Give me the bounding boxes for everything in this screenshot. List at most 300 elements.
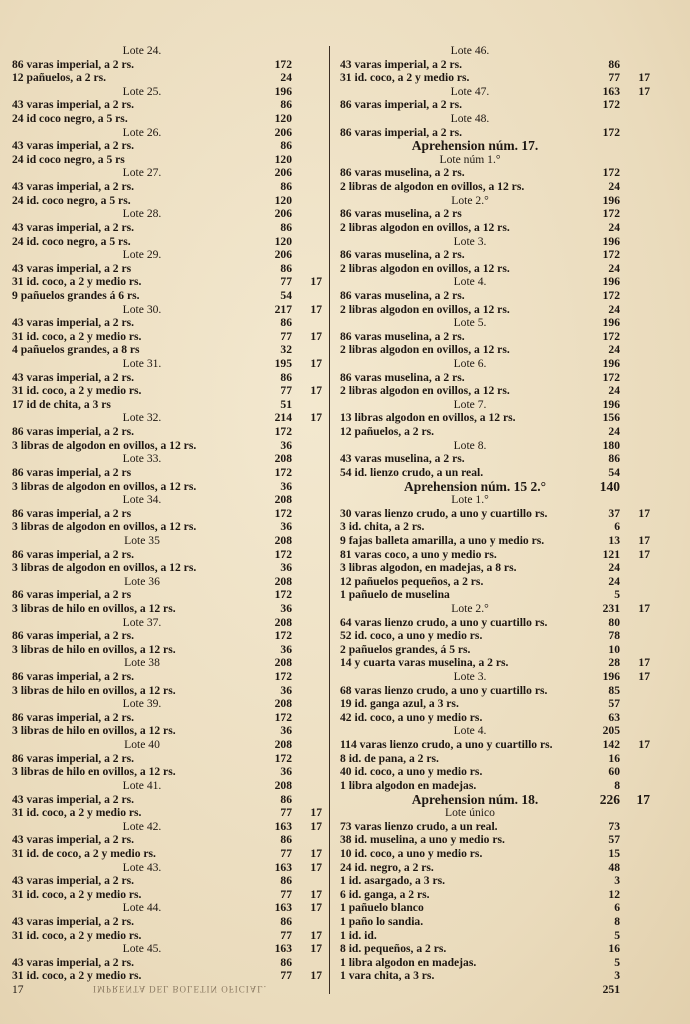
amount-reales: 57 (608, 697, 620, 711)
lote-header (12, 452, 322, 466)
entry-text: 1 libra algodon en madejas. (340, 778, 477, 792)
entry-text: 52 id. coco, a uno y medio rs. (340, 629, 483, 643)
ledger-item (340, 207, 650, 221)
amount-reales: 172 (602, 370, 620, 384)
entry-text: 9 fajas balleta amarilla, a uno y medio rs. (340, 533, 545, 547)
ledger-item (340, 520, 650, 534)
amount-reales: 206 (274, 207, 292, 221)
amount-reales: 196 (602, 234, 620, 248)
amount-reales: 195 (274, 357, 292, 371)
lote-header (12, 357, 322, 371)
amount-maravedis: 17 (12, 983, 24, 997)
entry-text: 86 varas imperial, a 2 rs. (340, 98, 463, 112)
amount-reales: 120 (274, 112, 292, 126)
lote-header (12, 126, 322, 140)
ledger-item (12, 221, 322, 235)
ledger-item (12, 425, 322, 439)
lote-header (12, 166, 322, 180)
ledger-item (12, 398, 322, 412)
entry-text: 3 libras de hilo en ovillos, a 12 rs. (12, 683, 176, 697)
lote-header (12, 207, 322, 221)
ledger-item (12, 98, 322, 112)
amount-maravedis: 17 (310, 887, 322, 901)
amount-reales: 77 (280, 384, 292, 398)
entry-text: 86 varas muselina, a 2 rs. (340, 166, 465, 180)
ledger-item (12, 507, 322, 521)
lote-header (12, 656, 322, 670)
lote-header (12, 697, 322, 711)
amount-reales: 5 (614, 928, 620, 942)
entry-text: 3 libras de hilo en ovillos, a 12 rs. (12, 724, 176, 738)
ledger-item (340, 711, 650, 725)
amount-maravedis: 17 (638, 533, 650, 547)
amount-reales: 86 (280, 220, 292, 234)
amount-reales: 36 (280, 642, 292, 656)
entry-text: 86 varas muselina, a 2 rs. (340, 288, 465, 302)
ledger-item (12, 793, 322, 807)
amount-reales: 86 (280, 874, 292, 888)
column-divider (329, 46, 330, 994)
amount-maravedis: 17 (310, 901, 322, 915)
entry-text: Lote 37. (122, 615, 162, 629)
entry-text: 2 pañuelos grandes, á 5 rs. (340, 642, 471, 656)
ledger-item (340, 452, 650, 466)
amount-reales: 86 (280, 98, 292, 112)
entry-text: 86 varas imperial, a 2 rs (12, 588, 132, 602)
entry-text: Lote 33. (122, 452, 162, 466)
entry-text: Lote núm 1.° (439, 152, 501, 166)
right-column (340, 44, 650, 997)
amount-maravedis: 17 (310, 384, 322, 398)
lote-header (340, 194, 650, 208)
ledger-item (12, 112, 322, 126)
ledger-item (340, 221, 650, 235)
amount-reales: 36 (280, 724, 292, 738)
entry-text: 9 pañuelos grandes á 6 rs. (12, 288, 140, 302)
amount-reales: 172 (274, 629, 292, 643)
ledger-item (12, 520, 322, 534)
amount-reales: 206 (274, 248, 292, 262)
amount-reales: 163 (602, 84, 620, 98)
lote-header (340, 85, 650, 99)
ledger-item (340, 915, 650, 929)
entry-text: 43 varas imperial, a 2 rs. (12, 874, 135, 888)
entry-text: Lote 31. (122, 357, 162, 371)
amount-reales: 172 (602, 207, 620, 221)
amount-reales: 217 (274, 302, 292, 316)
ledger-item (340, 561, 650, 575)
amount-reales: 172 (602, 166, 620, 180)
entry-text: 3 libras de hilo en ovillos, a 12 rs. (12, 601, 176, 615)
amount-reales: 208 (274, 697, 292, 711)
amount-reales: 163 (274, 901, 292, 915)
ledger-item (12, 466, 322, 480)
entry-text: Lote 34. (122, 493, 162, 507)
ledger-item (12, 602, 322, 616)
ledger-item (340, 289, 650, 303)
entry-text: Lote 38 (124, 656, 160, 670)
amount-reales: 172 (274, 710, 292, 724)
entry-text: Aprehension núm. 17. (411, 138, 539, 154)
entry-text: Lote 42. (122, 819, 162, 833)
entry-text: 86 varas imperial, a 2 rs. (12, 57, 135, 71)
amount-maravedis: 17 (638, 656, 650, 670)
entry-text: 31 id. coco, a 2 y medio rs. (12, 275, 142, 289)
entry-text: 1 id. id. (340, 928, 377, 942)
entry-text: 12 pañuelos, a 2 rs. (12, 71, 107, 85)
amount-reales: 57 (608, 833, 620, 847)
amount-reales: 73 (608, 819, 620, 833)
amount-reales: 120 (274, 234, 292, 248)
entry-text: 43 varas imperial, a 2 rs. (12, 792, 135, 806)
entry-text: 31 id. coco, a 2 y medio rs. (12, 969, 142, 983)
amount-reales: 196 (602, 670, 620, 684)
lote-header (12, 779, 322, 793)
ledger-item (340, 507, 650, 521)
amount-reales: 3 (614, 874, 620, 888)
entry-text: Lote 3. (453, 670, 487, 684)
ledger-item (340, 833, 650, 847)
entry-text: 4 pañuelos grandes, a 8 rs (12, 343, 140, 357)
entry-text: 86 varas imperial, a 2 rs. (12, 670, 135, 684)
amount-reales: 206 (274, 166, 292, 180)
entry-text: Lote 35 (124, 533, 160, 547)
entry-text: 31 id. coco, a 2 y medio rs. (340, 71, 470, 85)
lote-header (12, 901, 322, 915)
ledger-total (340, 983, 650, 997)
entry-text: 3 libras de algodon en ovillos, a 12 rs. (12, 438, 197, 452)
ledger-item (340, 98, 650, 112)
entry-text: Lote 6. (453, 357, 487, 371)
amount-reales: 48 (608, 860, 620, 874)
entry-text: 86 varas muselina, a 2 rs. (340, 248, 465, 262)
entry-text: 68 varas lienzo crudo, a uno y cuartillo rs. (340, 683, 548, 697)
amount-maravedis: 17 (310, 275, 322, 289)
amount-reales: 172 (274, 57, 292, 71)
ledger-item (340, 901, 650, 915)
entry-text: 86 varas imperial, a 2 rs (12, 506, 132, 520)
amount-reales: 24 (608, 574, 620, 588)
amount-maravedis: 17 (310, 846, 322, 860)
amount-reales: 205 (602, 724, 620, 738)
entry-text: 30 varas lienzo crudo, a uno y cuartillo rs. (340, 506, 548, 520)
amount-reales: 80 (608, 615, 620, 629)
amount-reales: 120 (274, 152, 292, 166)
ledger-item (12, 670, 322, 684)
entry-text: 43 varas imperial, a 2 rs. (12, 139, 135, 153)
amount-maravedis: 17 (310, 860, 322, 874)
amount-reales: 156 (602, 411, 620, 425)
lote-header (12, 861, 322, 875)
amount-reales: 172 (274, 588, 292, 602)
amount-reales: 208 (274, 615, 292, 629)
ledger-item (12, 153, 322, 167)
amount-reales: 172 (274, 547, 292, 561)
ledger-item (12, 956, 322, 970)
ledger-item (12, 316, 322, 330)
lote-header (12, 738, 322, 752)
amount-reales: 86 (280, 139, 292, 153)
entry-text: 42 id. coco, a uno y medio rs. (340, 710, 483, 724)
ledger-item (12, 289, 322, 303)
entry-text: 6 id. ganga, a 2 rs. (340, 887, 430, 901)
amount-reales: 16 (608, 942, 620, 956)
amount-reales: 54 (280, 288, 292, 302)
entry-text: Lote 25. (122, 84, 162, 98)
entry-text: 64 varas lienzo crudo, a uno y cuartillo rs. (340, 615, 548, 629)
amount-reales: 36 (280, 683, 292, 697)
entry-text: 43 varas imperial, a 2 rs. (12, 833, 135, 847)
amount-reales: 5 (614, 588, 620, 602)
lote-header (12, 616, 322, 630)
entry-text: Lote 46. (450, 44, 490, 57)
ledger-item (12, 711, 322, 725)
ledger-item (12, 765, 322, 779)
lote-header (340, 724, 650, 738)
amount-reales: 163 (274, 819, 292, 833)
amount-maravedis: 17 (636, 791, 650, 807)
lote-header (12, 575, 322, 589)
ledger-item (12, 139, 322, 153)
ledger-item (12, 330, 322, 344)
entry-text: 86 varas muselina, a 2 rs. (340, 329, 465, 343)
lote-header (340, 806, 650, 820)
amount-reales: 24 (608, 343, 620, 357)
entry-text: 24 id coco negro, a 5 rs. (12, 112, 128, 126)
amount-reales: 8 (614, 778, 620, 792)
entry-text: Lote 47. (450, 84, 490, 98)
lote-header (340, 275, 650, 289)
entry-text: 24 id coco negro, a 5 rs (12, 152, 125, 166)
amount-maravedis: 17 (310, 942, 322, 956)
entry-text: 24 id. negro, a 2 rs. (340, 860, 434, 874)
ledger-item (12, 588, 322, 602)
lote-header (12, 411, 322, 425)
ledger-item (340, 384, 650, 398)
entry-text: 1 libra algodon en madejas. (340, 955, 477, 969)
ledger-item (340, 588, 650, 602)
ledger-item (340, 643, 650, 657)
ledger-item (340, 820, 650, 834)
amount-reales: 86 (280, 955, 292, 969)
entry-text: Lote 45. (122, 942, 162, 956)
entry-text: 43 varas imperial, a 2 rs (12, 261, 132, 275)
amount-reales: 196 (602, 357, 620, 371)
entry-text: 31 id. de coco, a 2 y medio rs. (12, 846, 156, 860)
amount-reales: 196 (602, 193, 620, 207)
entry-text: 43 varas imperial, a 2 rs. (12, 180, 135, 194)
entry-text: Lote 32. (122, 411, 162, 425)
amount-maravedis: 17 (638, 738, 650, 752)
amount-reales: 5 (614, 955, 620, 969)
ledger-item (340, 425, 650, 439)
amount-reales: 63 (608, 710, 620, 724)
entry-text: Lote 40 (124, 738, 160, 752)
entry-text: 1 pañuelo blanco (340, 901, 424, 915)
ledger-item (340, 616, 650, 630)
amount-reales: 8 (614, 915, 620, 928)
amount-reales: 208 (274, 738, 292, 752)
ledger-item (340, 861, 650, 875)
entry-text: 3 libras de algodon en ovillos, a 12 rs. (12, 520, 197, 534)
ledger-item (12, 915, 322, 929)
lote-header (12, 534, 322, 548)
lote-header (340, 493, 650, 507)
entry-text: 86 varas imperial, a 2 rs. (12, 710, 135, 724)
amount-reales: 86 (608, 57, 620, 71)
lote-header (340, 44, 650, 58)
amount-reales: 172 (602, 125, 620, 139)
ledger-item (340, 684, 650, 698)
ledger-item (12, 439, 322, 453)
amount-reales: 86 (280, 316, 292, 330)
amount-reales: 10 (608, 642, 620, 656)
amount-reales: 172 (274, 506, 292, 520)
amount-maravedis: 17 (638, 71, 650, 85)
ledger-item (12, 969, 322, 983)
amount-reales: 6 (614, 520, 620, 534)
amount-maravedis: 17 (310, 302, 322, 316)
entry-text: 43 varas muselina, a 2 rs. (340, 452, 465, 466)
lote-header (12, 942, 322, 956)
amount-reales: 13 (608, 533, 620, 547)
amount-reales: 77 (280, 329, 292, 343)
amount-reales: 196 (274, 84, 292, 98)
amount-reales: 24 (608, 561, 620, 575)
amount-reales: 36 (280, 520, 292, 534)
ledger-item (12, 262, 322, 276)
amount-reales: 77 (280, 846, 292, 860)
ledger-item (340, 303, 650, 317)
ledger-item (340, 847, 650, 861)
amount-reales: 24 (608, 425, 620, 439)
entry-text: 86 varas imperial, a 2 rs. (12, 629, 135, 643)
ledger-item (12, 371, 322, 385)
amount-reales: 196 (602, 316, 620, 330)
amount-maravedis: 17 (638, 601, 650, 615)
amount-reales: 77 (280, 806, 292, 820)
ledger-item (12, 752, 322, 766)
amount-reales: 172 (602, 288, 620, 302)
lote-header (340, 398, 650, 412)
ledger-item (12, 629, 322, 643)
amount-reales: 206 (274, 125, 292, 139)
entry-text: Lote 39. (122, 697, 162, 711)
lote-header (12, 303, 322, 317)
entry-text: Lote 29. (122, 248, 162, 262)
entry-text: Lote 2.° (451, 601, 489, 615)
amount-reales: 86 (280, 915, 292, 928)
ledger-item (340, 969, 650, 983)
ledger-item (340, 888, 650, 902)
ledger-item (340, 262, 650, 276)
ledger-item (340, 656, 650, 670)
entry-text: 86 varas imperial, a 2 rs (12, 465, 132, 479)
amount-maravedis: 17 (310, 969, 322, 983)
amount-reales: 77 (280, 275, 292, 289)
amount-reales: 172 (602, 248, 620, 262)
entry-text: 2 libras algodon en ovillos, a 12 rs. (340, 343, 510, 357)
lote-header (12, 44, 322, 58)
amount-maravedis: 17 (310, 411, 322, 425)
ledger-item (340, 371, 650, 385)
amount-maravedis: 17 (638, 670, 650, 684)
ledger-item (12, 275, 322, 289)
entry-text: Aprehension núm. 18. (411, 791, 539, 807)
ledger-item (340, 738, 650, 752)
ledger-item (12, 71, 322, 85)
entry-text: 1 vara chita, a 3 rs. (340, 969, 435, 983)
entry-text: 81 varas coco, a uno y medio rs. (340, 547, 497, 561)
lote-header (340, 357, 650, 371)
amount-reales: 36 (280, 765, 292, 779)
entry-text: 10 id. coco, a uno y medio rs. (340, 846, 483, 860)
ledger-item (340, 534, 650, 548)
ledger-item (12, 58, 322, 72)
ledger-item (340, 180, 650, 194)
amount-reales: 24 (280, 71, 292, 85)
ledger-item (12, 806, 322, 820)
entry-text: Lote 36 (124, 574, 160, 588)
entry-text: 43 varas imperial, a 2 rs. (12, 955, 135, 969)
lote-header (12, 85, 322, 99)
amount-reales: 172 (274, 670, 292, 684)
ledger-item (12, 724, 322, 738)
entry-text: 54 id. lienzo crudo, a un real. (340, 465, 484, 479)
ledger-item (12, 561, 322, 575)
amount-reales: 36 (280, 601, 292, 615)
entry-text: 12 pañuelos pequeños, a 2 rs. (340, 574, 484, 588)
ledger-item (340, 752, 650, 766)
amount-maravedis: 17 (310, 928, 322, 942)
entry-text: 8 id. pequeños, a 2 rs. (340, 942, 447, 956)
amount-reales: 208 (274, 778, 292, 792)
amount-reales: 226 (599, 791, 620, 807)
entry-text: 86 varas imperial, a 2 rs. (12, 751, 135, 765)
entry-text: 1 paño lo sandia. (340, 915, 424, 928)
amount-reales: 86 (280, 180, 292, 194)
entry-text: 2 libras algodon en ovillos, a 12 rs. (340, 302, 510, 316)
amount-reales: 172 (602, 329, 620, 343)
amount-reales: 251 (602, 983, 620, 997)
lote-header (340, 153, 650, 167)
entry-text: Lote único (445, 806, 495, 820)
amount-reales: 36 (280, 479, 292, 493)
entry-text: 86 varas muselina, a 2 rs. (340, 370, 465, 384)
amount-reales: 86 (280, 792, 292, 806)
entry-text: Lote 5. (453, 316, 487, 330)
amount-reales: 86 (608, 452, 620, 466)
ledger-item (12, 643, 322, 657)
lote-header (340, 602, 650, 616)
amount-reales: 24 (608, 384, 620, 398)
ledger-item (12, 833, 322, 847)
ledger-item (340, 929, 650, 943)
amount-reales: 172 (274, 465, 292, 479)
entry-text: Lote 1.° (451, 493, 489, 507)
entry-text: 13 libras algodon en ovillos, a 12 rs. (340, 411, 516, 425)
ledger-item (12, 194, 322, 208)
ledger-item (12, 384, 322, 398)
ledger-item (340, 466, 650, 480)
ledger-item (340, 575, 650, 589)
amount-reales: 36 (280, 561, 292, 575)
amount-reales: 3 (614, 969, 620, 983)
entry-text: 3 libras de hilo en ovillos, a 12 rs. (12, 765, 176, 779)
ledger-item (340, 343, 650, 357)
ledger-item (340, 126, 650, 140)
entry-text: 2 libras algodon en ovillos, a 12 rs. (340, 220, 510, 234)
